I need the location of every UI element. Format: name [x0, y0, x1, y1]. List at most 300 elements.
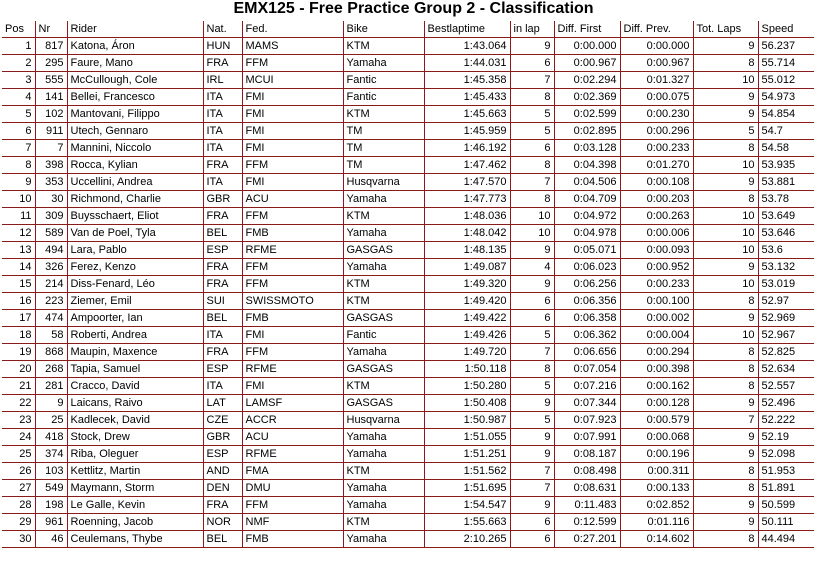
- cell-pos: 24: [2, 429, 35, 446]
- cell-nr: 103: [35, 463, 67, 480]
- table-row: [2, 327, 814, 344]
- cell-tot-laps: 8: [693, 140, 758, 157]
- cell-bike: Yamaha: [343, 497, 424, 514]
- column-header-nr: Nr: [35, 21, 67, 38]
- cell-diff-prev: 0:00.093: [620, 242, 693, 259]
- cell-tot-laps: 9: [693, 310, 758, 327]
- cell-nat: FRA: [203, 276, 242, 293]
- cell-diff-first: 0:06.023: [554, 259, 620, 276]
- cell-rider: Diss-Fenard, Léo: [67, 276, 203, 293]
- cell-rider: Kadlecek, David: [67, 412, 203, 429]
- cell-fed: RFME: [242, 446, 343, 463]
- cell-nr: 326: [35, 259, 67, 276]
- cell-bestlaptime: 1:50.118: [424, 361, 510, 378]
- cell-bike: GASGAS: [343, 310, 424, 327]
- cell-nat: FRA: [203, 208, 242, 225]
- cell-bike: Yamaha: [343, 531, 424, 548]
- cell-tot-laps: 10: [693, 242, 758, 259]
- cell-diff-prev: 0:14.602: [620, 531, 693, 548]
- cell-tot-laps: 8: [693, 55, 758, 72]
- cell-rider: McCullough, Cole: [67, 72, 203, 89]
- cell-tot-laps: 9: [693, 429, 758, 446]
- cell-diff-first: 0:12.599: [554, 514, 620, 531]
- column-header-in-lap: in lap: [510, 21, 554, 38]
- table-row: [2, 480, 814, 497]
- cell-diff-prev: 0:00.108: [620, 174, 693, 191]
- cell-pos: 3: [2, 72, 35, 89]
- cell-tot-laps: 9: [693, 259, 758, 276]
- cell-nat: ITA: [203, 123, 242, 140]
- cell-fed: FFM: [242, 344, 343, 361]
- cell-in-lap: 9: [510, 395, 554, 412]
- cell-nat: HUN: [203, 38, 242, 55]
- cell-bike: Fantic: [343, 89, 424, 106]
- cell-fed: FMB: [242, 310, 343, 327]
- table-row: [2, 531, 814, 548]
- cell-rider: Ziemer, Emil: [67, 293, 203, 310]
- cell-diff-prev: 0:00.233: [620, 276, 693, 293]
- cell-in-lap: 6: [510, 310, 554, 327]
- column-header-bike: Bike: [343, 21, 424, 38]
- cell-fed: RFME: [242, 361, 343, 378]
- cell-bike: KTM: [343, 276, 424, 293]
- cell-bike: GASGAS: [343, 395, 424, 412]
- cell-speed: 53.935: [758, 157, 814, 174]
- cell-rider: Maupin, Maxence: [67, 344, 203, 361]
- cell-rider: Tapia, Samuel: [67, 361, 203, 378]
- cell-rider: Roberti, Andrea: [67, 327, 203, 344]
- cell-speed: 52.496: [758, 395, 814, 412]
- cell-pos: 5: [2, 106, 35, 123]
- table-row: [2, 225, 814, 242]
- cell-bike: KTM: [343, 293, 424, 310]
- cell-nr: 911: [35, 123, 67, 140]
- cell-nat: GBR: [203, 429, 242, 446]
- cell-in-lap: 9: [510, 497, 554, 514]
- cell-bike: Yamaha: [343, 344, 424, 361]
- cell-rider: Kettlitz, Martin: [67, 463, 203, 480]
- cell-fed: NMF: [242, 514, 343, 531]
- table-row: [2, 310, 814, 327]
- cell-nr: 555: [35, 72, 67, 89]
- column-header-speed: Speed: [758, 21, 814, 38]
- cell-bike: Husqvarna: [343, 174, 424, 191]
- cell-fed: FMI: [242, 327, 343, 344]
- cell-tot-laps: 8: [693, 293, 758, 310]
- cell-rider: Stock, Drew: [67, 429, 203, 446]
- cell-nat: BEL: [203, 310, 242, 327]
- cell-diff-first: 0:02.895: [554, 123, 620, 140]
- cell-speed: 53.646: [758, 225, 814, 242]
- cell-bike: Yamaha: [343, 480, 424, 497]
- cell-bike: GASGAS: [343, 242, 424, 259]
- cell-diff-first: 0:07.054: [554, 361, 620, 378]
- cell-nr: 198: [35, 497, 67, 514]
- cell-in-lap: 8: [510, 361, 554, 378]
- table-row: [2, 55, 814, 72]
- cell-tot-laps: 9: [693, 174, 758, 191]
- cell-tot-laps: 10: [693, 225, 758, 242]
- cell-bike: KTM: [343, 514, 424, 531]
- cell-fed: FFM: [242, 55, 343, 72]
- cell-bike: KTM: [343, 38, 424, 55]
- cell-nr: 214: [35, 276, 67, 293]
- table-row: [2, 497, 814, 514]
- cell-diff-prev: 0:01.270: [620, 157, 693, 174]
- cell-in-lap: 6: [510, 531, 554, 548]
- cell-in-lap: 9: [510, 446, 554, 463]
- cell-diff-first: 0:03.128: [554, 140, 620, 157]
- cell-nat: CZE: [203, 412, 242, 429]
- cell-in-lap: 9: [510, 38, 554, 55]
- cell-nr: 817: [35, 38, 67, 55]
- cell-fed: FMB: [242, 531, 343, 548]
- cell-tot-laps: 9: [693, 497, 758, 514]
- cell-pos: 29: [2, 514, 35, 531]
- table-row: [2, 514, 814, 531]
- cell-speed: 53.649: [758, 208, 814, 225]
- cell-diff-prev: 0:00.006: [620, 225, 693, 242]
- cell-diff-prev: 0:00.203: [620, 191, 693, 208]
- cell-bike: Fantic: [343, 327, 424, 344]
- cell-rider: Le Galle, Kevin: [67, 497, 203, 514]
- table-row: [2, 412, 814, 429]
- table-row: [2, 89, 814, 106]
- cell-diff-first: 0:02.369: [554, 89, 620, 106]
- cell-bestlaptime: 1:48.135: [424, 242, 510, 259]
- cell-pos: 15: [2, 276, 35, 293]
- cell-nat: FRA: [203, 259, 242, 276]
- cell-pos: 26: [2, 463, 35, 480]
- cell-pos: 27: [2, 480, 35, 497]
- column-header-nat: Nat.: [203, 21, 242, 38]
- cell-in-lap: 7: [510, 480, 554, 497]
- cell-diff-first: 0:05.071: [554, 242, 620, 259]
- cell-bike: Yamaha: [343, 259, 424, 276]
- column-header-diff-prev: Diff. Prev.: [620, 21, 693, 38]
- cell-nat: ITA: [203, 89, 242, 106]
- cell-bestlaptime: 1:51.055: [424, 429, 510, 446]
- cell-diff-first: 0:02.294: [554, 72, 620, 89]
- cell-diff-prev: 0:01.116: [620, 514, 693, 531]
- cell-diff-first: 0:04.398: [554, 157, 620, 174]
- cell-diff-prev: 0:00.075: [620, 89, 693, 106]
- cell-nr: 58: [35, 327, 67, 344]
- table-row: [2, 242, 814, 259]
- table-row: [2, 429, 814, 446]
- cell-tot-laps: 10: [693, 72, 758, 89]
- cell-tot-laps: 9: [693, 446, 758, 463]
- cell-speed: 52.557: [758, 378, 814, 395]
- cell-diff-prev: 0:00.311: [620, 463, 693, 480]
- table-row: [2, 344, 814, 361]
- cell-fed: FFM: [242, 497, 343, 514]
- cell-rider: Ceulemans, Thybe: [67, 531, 203, 548]
- cell-nr: 223: [35, 293, 67, 310]
- cell-nr: 353: [35, 174, 67, 191]
- cell-diff-first: 0:04.506: [554, 174, 620, 191]
- cell-speed: 53.881: [758, 174, 814, 191]
- cell-pos: 23: [2, 412, 35, 429]
- cell-nr: 268: [35, 361, 67, 378]
- cell-bestlaptime: 1:55.663: [424, 514, 510, 531]
- cell-diff-prev: 0:00.230: [620, 106, 693, 123]
- table-row: [2, 38, 814, 55]
- cell-nat: ITA: [203, 106, 242, 123]
- cell-fed: FFM: [242, 276, 343, 293]
- cell-rider: Uccellini, Andrea: [67, 174, 203, 191]
- cell-in-lap: 8: [510, 157, 554, 174]
- cell-diff-first: 0:06.256: [554, 276, 620, 293]
- cell-fed: FFM: [242, 157, 343, 174]
- cell-rider: Faure, Mano: [67, 55, 203, 72]
- cell-in-lap: 7: [510, 463, 554, 480]
- cell-diff-first: 0:07.216: [554, 378, 620, 395]
- cell-nat: FRA: [203, 344, 242, 361]
- cell-tot-laps: 10: [693, 157, 758, 174]
- cell-pos: 25: [2, 446, 35, 463]
- cell-nat: ESP: [203, 242, 242, 259]
- cell-pos: 14: [2, 259, 35, 276]
- cell-tot-laps: 8: [693, 344, 758, 361]
- cell-diff-first: 0:06.656: [554, 344, 620, 361]
- cell-tot-laps: 9: [693, 395, 758, 412]
- cell-fed: FMI: [242, 174, 343, 191]
- cell-bike: TM: [343, 140, 424, 157]
- cell-speed: 50.599: [758, 497, 814, 514]
- cell-speed: 51.953: [758, 463, 814, 480]
- cell-nat: AND: [203, 463, 242, 480]
- cell-bestlaptime: 1:50.987: [424, 412, 510, 429]
- cell-nr: 398: [35, 157, 67, 174]
- cell-nat: DEN: [203, 480, 242, 497]
- table-row: [2, 123, 814, 140]
- cell-diff-first: 0:08.498: [554, 463, 620, 480]
- cell-nr: 102: [35, 106, 67, 123]
- cell-bike: KTM: [343, 106, 424, 123]
- cell-diff-first: 0:08.631: [554, 480, 620, 497]
- cell-in-lap: 8: [510, 191, 554, 208]
- cell-diff-first: 0:00.967: [554, 55, 620, 72]
- cell-diff-prev: 0:00.579: [620, 412, 693, 429]
- cell-diff-first: 0:04.978: [554, 225, 620, 242]
- cell-pos: 28: [2, 497, 35, 514]
- cell-fed: RFME: [242, 242, 343, 259]
- cell-bestlaptime: 1:54.547: [424, 497, 510, 514]
- cell-diff-prev: 0:00.162: [620, 378, 693, 395]
- cell-nr: 868: [35, 344, 67, 361]
- cell-nat: FRA: [203, 55, 242, 72]
- cell-bestlaptime: 2:10.265: [424, 531, 510, 548]
- cell-nr: 474: [35, 310, 67, 327]
- cell-tot-laps: 8: [693, 361, 758, 378]
- cell-rider: Bellei, Francesco: [67, 89, 203, 106]
- cell-bestlaptime: 1:51.562: [424, 463, 510, 480]
- cell-diff-prev: 0:00.133: [620, 480, 693, 497]
- column-header-bestlaptime: Bestlaptime: [424, 21, 510, 38]
- cell-diff-prev: 0:00.000: [620, 38, 693, 55]
- cell-pos: 30: [2, 531, 35, 548]
- cell-fed: FMI: [242, 106, 343, 123]
- cell-diff-prev: 0:01.327: [620, 72, 693, 89]
- cell-diff-prev: 0:00.398: [620, 361, 693, 378]
- cell-speed: 53.6: [758, 242, 814, 259]
- cell-nr: 589: [35, 225, 67, 242]
- cell-pos: 6: [2, 123, 35, 140]
- cell-bestlaptime: 1:47.773: [424, 191, 510, 208]
- cell-in-lap: 5: [510, 412, 554, 429]
- cell-bestlaptime: 1:45.358: [424, 72, 510, 89]
- cell-bestlaptime: 1:47.570: [424, 174, 510, 191]
- cell-speed: 52.222: [758, 412, 814, 429]
- cell-pos: 7: [2, 140, 35, 157]
- cell-bestlaptime: 1:48.036: [424, 208, 510, 225]
- cell-bestlaptime: 1:44.031: [424, 55, 510, 72]
- cell-tot-laps: 8: [693, 531, 758, 548]
- cell-nr: 295: [35, 55, 67, 72]
- cell-diff-first: 0:07.923: [554, 412, 620, 429]
- cell-bike: TM: [343, 123, 424, 140]
- cell-diff-first: 0:07.344: [554, 395, 620, 412]
- cell-tot-laps: 8: [693, 480, 758, 497]
- cell-speed: 51.891: [758, 480, 814, 497]
- table-row: [2, 174, 814, 191]
- cell-rider: Rocca, Kylian: [67, 157, 203, 174]
- cell-fed: MCUI: [242, 72, 343, 89]
- cell-speed: 56.237: [758, 38, 814, 55]
- cell-tot-laps: 9: [693, 89, 758, 106]
- cell-tot-laps: 8: [693, 463, 758, 480]
- cell-speed: 53.78: [758, 191, 814, 208]
- cell-bike: KTM: [343, 208, 424, 225]
- cell-tot-laps: 9: [693, 514, 758, 531]
- cell-bike: Yamaha: [343, 225, 424, 242]
- cell-pos: 10: [2, 191, 35, 208]
- cell-in-lap: 5: [510, 106, 554, 123]
- cell-bestlaptime: 1:50.280: [424, 378, 510, 395]
- cell-bestlaptime: 1:49.320: [424, 276, 510, 293]
- cell-tot-laps: 7: [693, 412, 758, 429]
- cell-diff-first: 0:27.201: [554, 531, 620, 548]
- cell-speed: 52.19: [758, 429, 814, 446]
- cell-fed: FFM: [242, 259, 343, 276]
- cell-speed: 55.012: [758, 72, 814, 89]
- cell-bestlaptime: 1:45.433: [424, 89, 510, 106]
- cell-fed: MAMS: [242, 38, 343, 55]
- cell-in-lap: 6: [510, 55, 554, 72]
- cell-speed: 44.494: [758, 531, 814, 548]
- cell-nat: BEL: [203, 531, 242, 548]
- cell-nat: ITA: [203, 140, 242, 157]
- cell-pos: 8: [2, 157, 35, 174]
- cell-bestlaptime: 1:46.192: [424, 140, 510, 157]
- cell-speed: 52.825: [758, 344, 814, 361]
- cell-diff-first: 0:06.358: [554, 310, 620, 327]
- table-row: [2, 72, 814, 89]
- cell-fed: DMU: [242, 480, 343, 497]
- cell-diff-first: 0:04.709: [554, 191, 620, 208]
- cell-rider: Ampoorter, Ian: [67, 310, 203, 327]
- cell-speed: 54.973: [758, 89, 814, 106]
- cell-pos: 11: [2, 208, 35, 225]
- table-row: [2, 157, 814, 174]
- cell-speed: 54.7: [758, 123, 814, 140]
- cell-in-lap: 5: [510, 378, 554, 395]
- cell-nr: 46: [35, 531, 67, 548]
- table-row: [2, 395, 814, 412]
- cell-fed: LAMSF: [242, 395, 343, 412]
- table-row: [2, 293, 814, 310]
- cell-in-lap: 9: [510, 429, 554, 446]
- cell-diff-prev: 0:00.068: [620, 429, 693, 446]
- table-body: [2, 38, 814, 548]
- table-row: [2, 259, 814, 276]
- cell-diff-prev: 0:00.233: [620, 140, 693, 157]
- cell-bike: Fantic: [343, 72, 424, 89]
- cell-tot-laps: 8: [693, 378, 758, 395]
- cell-bike: GASGAS: [343, 361, 424, 378]
- cell-in-lap: 5: [510, 327, 554, 344]
- cell-diff-prev: 0:00.294: [620, 344, 693, 361]
- cell-diff-first: 0:02.599: [554, 106, 620, 123]
- table-row: [2, 276, 814, 293]
- cell-diff-prev: 0:00.100: [620, 293, 693, 310]
- cell-bestlaptime: 1:48.042: [424, 225, 510, 242]
- cell-speed: 54.58: [758, 140, 814, 157]
- cell-bestlaptime: 1:50.408: [424, 395, 510, 412]
- cell-pos: 16: [2, 293, 35, 310]
- cell-diff-first: 0:07.991: [554, 429, 620, 446]
- cell-bestlaptime: 1:49.420: [424, 293, 510, 310]
- cell-nat: IRL: [203, 72, 242, 89]
- table-row: [2, 463, 814, 480]
- cell-in-lap: 9: [510, 276, 554, 293]
- cell-rider: Maymann, Storm: [67, 480, 203, 497]
- column-header-fed: Fed.: [242, 21, 343, 38]
- cell-diff-prev: 0:00.263: [620, 208, 693, 225]
- cell-in-lap: 8: [510, 89, 554, 106]
- cell-rider: Mantovani, Filippo: [67, 106, 203, 123]
- column-header-tot-laps: Tot. Laps: [693, 21, 758, 38]
- cell-nat: ITA: [203, 174, 242, 191]
- cell-nat: ESP: [203, 361, 242, 378]
- table-row: [2, 191, 814, 208]
- table-row: [2, 106, 814, 123]
- cell-bike: TM: [343, 157, 424, 174]
- cell-bestlaptime: 1:49.720: [424, 344, 510, 361]
- cell-in-lap: 7: [510, 344, 554, 361]
- cell-fed: FMI: [242, 140, 343, 157]
- cell-in-lap: 7: [510, 174, 554, 191]
- cell-diff-prev: 0:00.004: [620, 327, 693, 344]
- cell-bike: Yamaha: [343, 55, 424, 72]
- cell-nat: ITA: [203, 327, 242, 344]
- cell-pos: 17: [2, 310, 35, 327]
- cell-nat: NOR: [203, 514, 242, 531]
- cell-bike: KTM: [343, 463, 424, 480]
- cell-bestlaptime: 1:49.422: [424, 310, 510, 327]
- cell-nat: LAT: [203, 395, 242, 412]
- cell-in-lap: 10: [510, 208, 554, 225]
- cell-nr: 25: [35, 412, 67, 429]
- cell-nat: BEL: [203, 225, 242, 242]
- cell-nr: 7: [35, 140, 67, 157]
- cell-fed: ACU: [242, 191, 343, 208]
- table-row: [2, 140, 814, 157]
- cell-in-lap: 10: [510, 225, 554, 242]
- cell-pos: 2: [2, 55, 35, 72]
- cell-speed: 50.111: [758, 514, 814, 531]
